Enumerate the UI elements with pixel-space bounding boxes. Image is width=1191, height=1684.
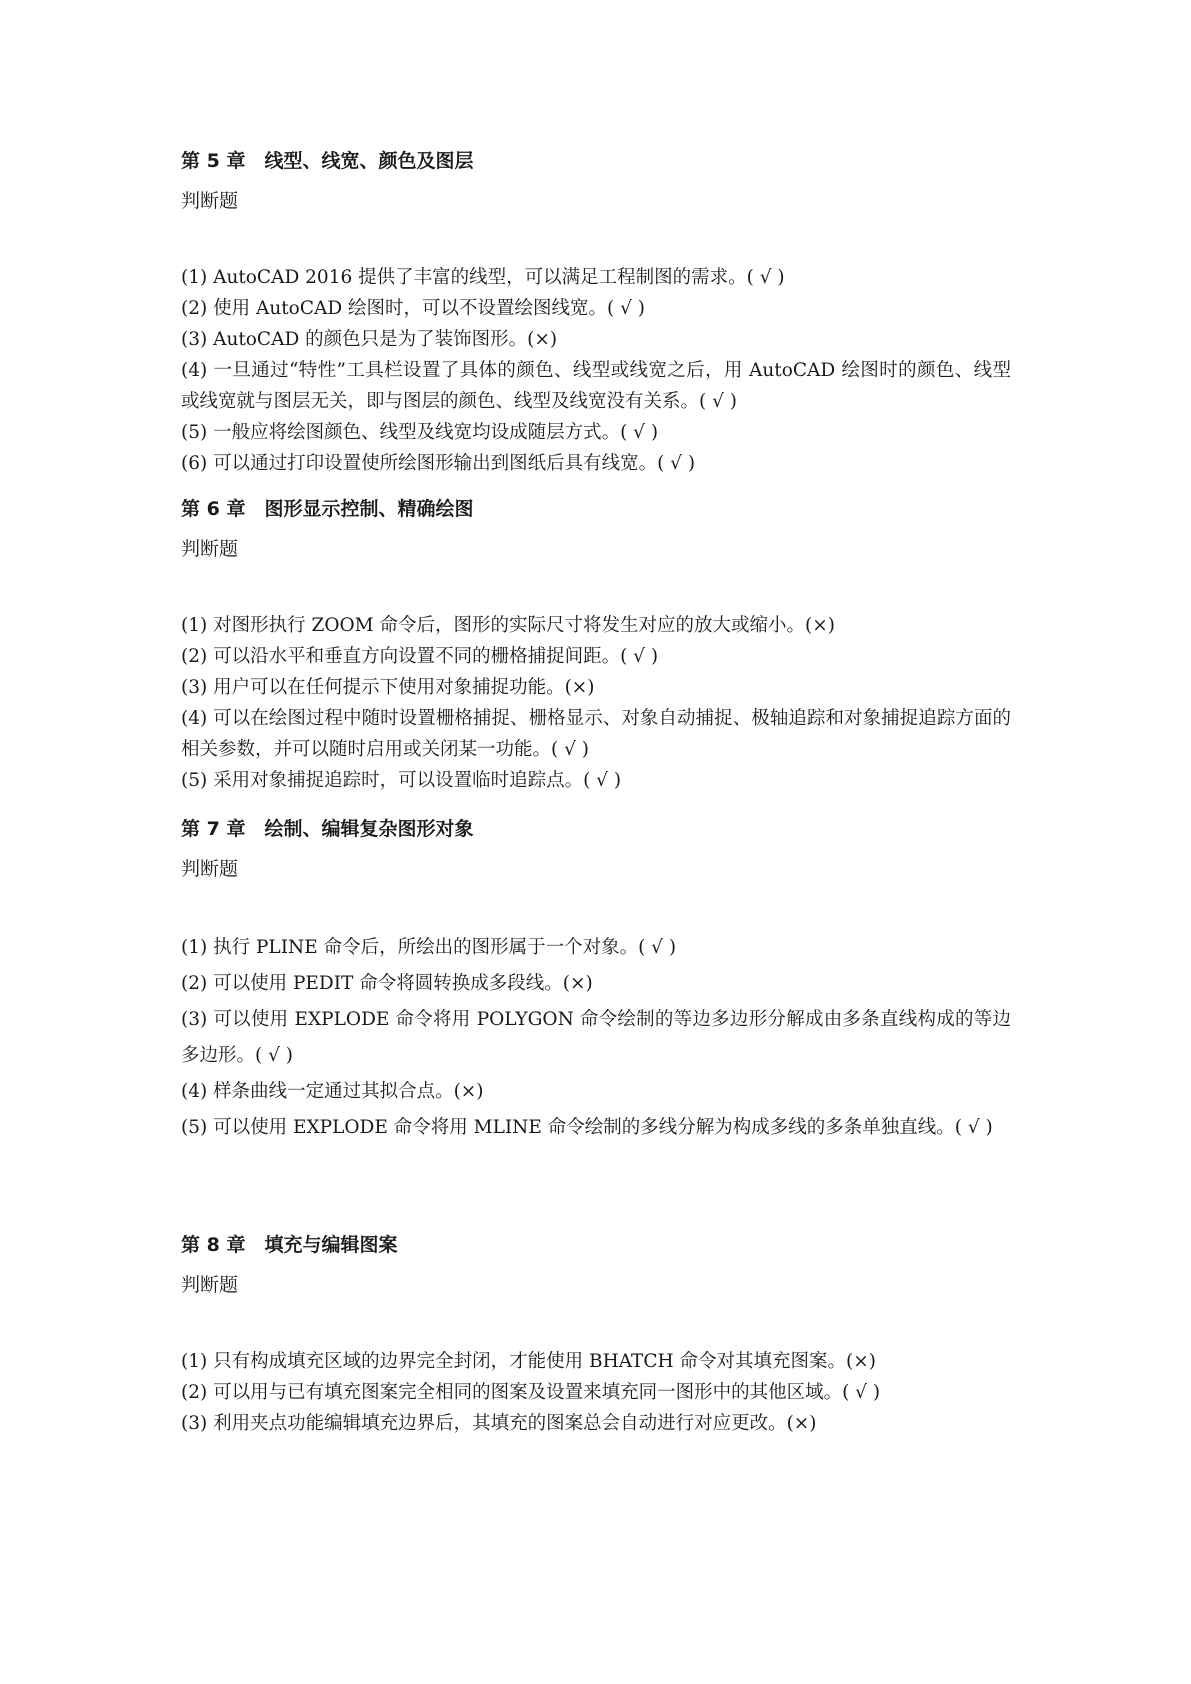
question-list bbox=[181, 1346, 1011, 1439]
list-item: (5) 一般应将绘图颜色、线型及线宽均设成随层方式。( √ ) bbox=[181, 422, 659, 443]
list-item: (5) 可以使用 EXPLODE 命令将用 MLINE 命令绘制的多线分解为构成多线的多条单独直线。( √ ) bbox=[181, 1117, 993, 1138]
list-item: (1) AutoCAD 2016 提供了丰富的线型，可以满足工程制图的需求。( √ ) bbox=[181, 267, 785, 288]
chapter-7-section bbox=[181, 816, 1011, 1146]
question-list bbox=[181, 610, 1011, 796]
section-subtitle: 判断题 bbox=[181, 190, 239, 212]
list-item: (4) 一旦通过“特性”工具栏设置了具体的颜色、线型或线宽之后，用 AutoCAD 绘图时的颜色、线型或线宽就与图层无关，即与图层的颜色、线型及线宽没有关系。( √ ) bbox=[181, 360, 1011, 412]
list-item: (1) 对图形执行 ZOOM 命令后，图形的实际尺寸将发生对应的放大或缩小。(×) bbox=[181, 615, 835, 636]
list-item: (3) 用户可以在任何提示下使用对象捕捉功能。(×) bbox=[181, 677, 595, 698]
list-item: (3) AutoCAD 的颜色只是为了装饰图形。(×) bbox=[181, 329, 558, 350]
list-item: (1) 只有构成填充区域的边界完全封闭，才能使用 BHATCH 命令对其填充图案。(×) bbox=[181, 1351, 876, 1372]
question-list bbox=[181, 930, 1011, 1146]
chapter-6-section bbox=[181, 496, 1011, 796]
list-item: (2) 使用 AutoCAD 绘图时，可以不设置绘图线宽。( √ ) bbox=[181, 298, 646, 319]
list-item: (5) 采用对象捕捉追踪时，可以设置临时追踪点。( √ ) bbox=[181, 770, 622, 791]
list-item: (3) 可以使用 EXPLODE 命令将用 POLYGON 命令绘制的等边多边形分解成由多条直线构成的等边多边形。( √ ) bbox=[181, 1009, 1011, 1066]
list-item: (2) 可以沿水平和垂直方向设置不同的栅格捕捉间距。( √ ) bbox=[181, 646, 659, 667]
chapter-title: 第 7 章 绘制、编辑复杂图形对象 bbox=[181, 818, 474, 840]
list-item: (6) 可以通过打印设置使所绘图形输出到图纸后具有线宽。( √ ) bbox=[181, 453, 696, 474]
chapter-5-section bbox=[181, 148, 1011, 479]
list-item: (2) 可以使用 PEDIT 命令将圆转换成多段线。(×) bbox=[181, 973, 593, 994]
list-item: (2) 可以用与已有填充图案完全相同的图案及设置来填充同一图形中的其他区域。( √ ) bbox=[181, 1382, 881, 1403]
list-item: (4) 可以在绘图过程中随时设置栅格捕捉、栅格显示、对象自动捕捉、极轴追踪和对象捕捉追踪方面的相关参数，并可以随时启用或关闭某一功能。( √ ) bbox=[181, 708, 1011, 760]
section-subtitle: 判断题 bbox=[181, 538, 239, 560]
list-item: (4) 样条曲线一定通过其拟合点。(×) bbox=[181, 1081, 484, 1102]
list-item: (1) 执行 PLINE 命令后，所绘出的图形属于一个对象。( √ ) bbox=[181, 937, 677, 958]
chapter-8-section bbox=[181, 1232, 1011, 1439]
section-subtitle: 判断题 bbox=[181, 858, 239, 880]
list-item: (3) 利用夹点功能编辑填充边界后，其填充的图案总会自动进行对应更改。(×) bbox=[181, 1413, 817, 1434]
section-subtitle: 判断题 bbox=[181, 1274, 239, 1296]
chapter-title: 第 5 章 线型、线宽、颜色及图层 bbox=[181, 150, 474, 172]
chapter-title: 第 8 章 填充与编辑图案 bbox=[181, 1234, 398, 1256]
chapter-title: 第 6 章 图形显示控制、精确绘图 bbox=[181, 498, 474, 520]
question-list bbox=[181, 262, 1011, 479]
